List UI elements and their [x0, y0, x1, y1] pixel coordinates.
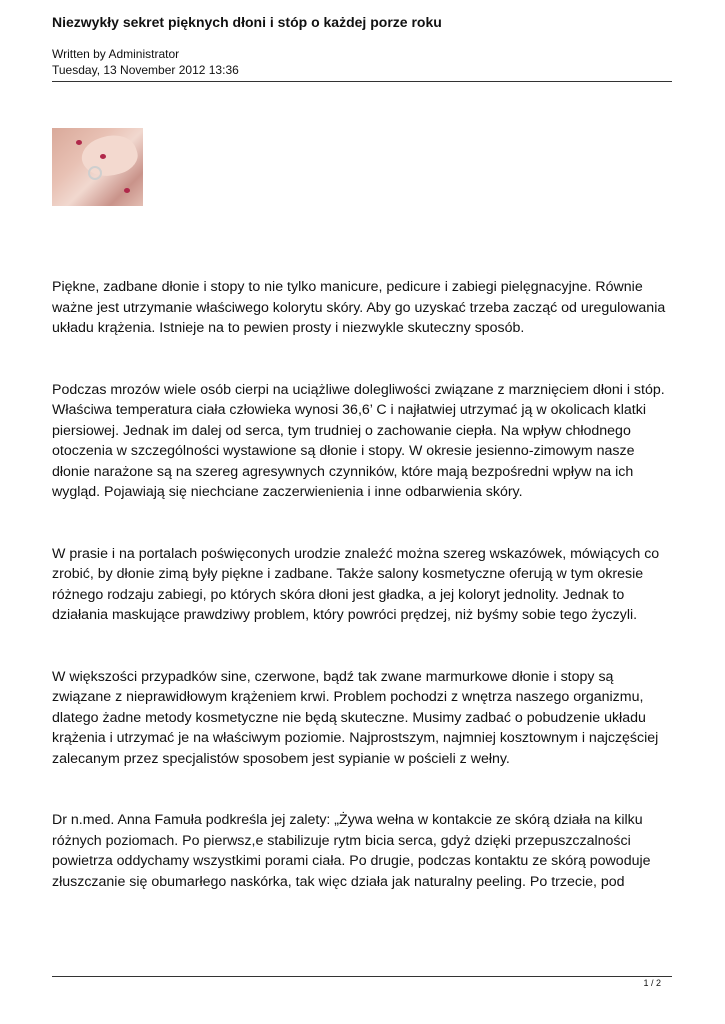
author-line: Written by Administrator [52, 47, 180, 61]
article-body [52, 277, 672, 892]
paragraph: Dr n.med. Anna Famuła podkreśla jej zalety: „Żywa wełna w kontakcie ze skórą działa na kilku różnych poziomach. Po pierwsz,e stabilizuje rytm bicia serca, gdyż dzięki przepuszczalności powietrza oddychamy wszystkimi porami ciała. Po drugie, podczas kontaktu ze skórą powoduje złuszczanie się obumarłego naskórka, tak więc działa jak naturalny peeling. Po trzecie, pod [52, 812, 651, 890]
paragraph: W większości przypadków sine, czerwone, bądź tak zwane marmurkowe dłonie i stopy są związane z nieprawidłowym krążeniem krwi. Problem pochodzi z wnętrza naszego organizmu, dlatego żadne metody kosmetyczne nie będą skuteczne. Musimy zadbać o pobudzenie układu krążenia i utrzymać je na właściwym poziomie. Najprostszym, najmniej kosztownym i najczęściej zalecanym przez specjalistów sposobem jest sypianie w pościeli z wełny. [52, 668, 659, 767]
date-line: Tuesday, 13 November 2012 13:36 [52, 63, 239, 77]
footer-divider [52, 976, 672, 977]
page-number: 1 / 2 [643, 978, 661, 988]
paragraph: W prasie i na portalach poświęconych urodzie znaleźć można szereg wskazówek, mówiących co zrobić, by dłonie zimą były piękne i zadbane. Także salony kosmetyczne oferują w tym okresie różnego rodzaju zabiegi, po których skóra dłoni jest gładka, a jej koloryt jednolity. Jednak to działania maskujące prawdziwy problem, który powróci prędzej, niż byśmy sobie tego życzyli. [52, 545, 660, 623]
article-meta [52, 46, 239, 78]
paragraph: Piękne, zadbane dłonie i stopy to nie tylko manicure, pedicure i zabiegi pielęgnacyjne. Równie ważne jest utrzymanie właściwego kolorytu skóry. Aby go uzyskać trzeba zacząć od uregulowania układu krążenia. Istnieje na to pewien prosty i niezwykle skuteczny sposób. [52, 279, 666, 336]
article-image [52, 128, 143, 206]
article-title: Niezwykły sekret pięknych dłoni i stóp o każdej porze roku [52, 14, 442, 30]
paragraph: Podczas mrozów wiele osób cierpi na uciążliwe dolegliwości związane z marznięciem dłoni i stóp. Właściwa temperatura ciała człowieka wynosi 36,6’ C i najłatwiej utrzymać ją w okolicach klatki piersiowej. Jednak im dalej od serca, tym trudniej o zachowanie ciepła. Na wpływ chłodnego otoczenia w szczególności wystawione są dłonie i stopy. W okresie jesienno-zimowym nasze dłonie narażone są na szereg agresywnych czynników, które mają bezpośredni wpływ na ich wygląd. Pojawiają się niechciane zaczerwienienia i inne odbarwienia skóry. [52, 381, 665, 500]
header-divider [52, 81, 672, 82]
